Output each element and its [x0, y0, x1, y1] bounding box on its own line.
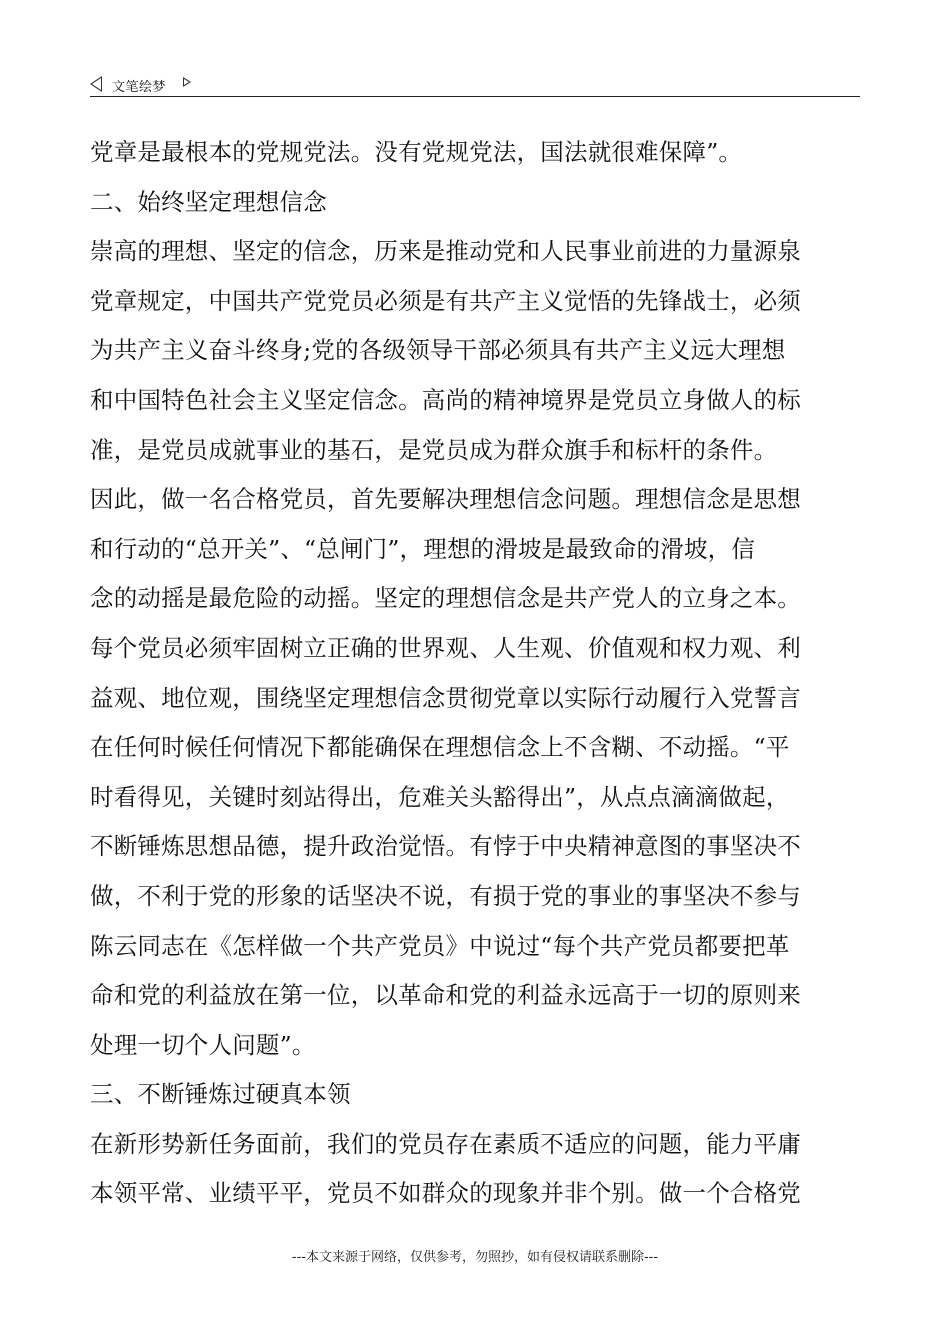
page-footer-disclaimer: ---本文来源于网络，仅供参考，勿照抄，如有侵权请联系删除--- [291, 1250, 659, 1265]
page-header [90, 74, 860, 96]
body-line: 准，是党员成就事业的基石，是党员成为群众旗手和标杆的条件。 [90, 435, 778, 464]
body-line: 在任何时候任何情况下都能确保在理想信念上不含糊、不动摇。“平 [90, 733, 790, 762]
body-line: 每个党员必须牢固树立正确的世界观、人生观、价值观和权力观、利 [90, 633, 801, 662]
body-line: 为共产主义奋斗终身;党的各级领导干部必须具有共产主义远大理想 [90, 336, 786, 365]
body-line: 党章是最根本的党规党法。没有党规党法，国法就很难保障”。 [90, 138, 743, 166]
body-line: 党章规定，中国共产党党员必须是有共产主义觉悟的先锋战士，必须 [90, 286, 801, 315]
section-heading-2: 二、始终坚定理想信念 [90, 187, 327, 216]
triangle-left-icon [90, 76, 102, 92]
body-line: 在新形势新任务面前，我们的党员存在素质不适应的问题，能力平庸 [90, 1129, 801, 1158]
body-line: 本领平常、业绩平平，党员不如群众的现象并非个别。做一个合格党 [90, 1179, 801, 1208]
triangle-right-icon [183, 77, 191, 87]
body-line: 和中国特色社会主义坚定信念。高尚的精神境界是党员立身做人的标 [90, 385, 801, 414]
body-line: 做，不利于党的形象的话坚决不说，有损于党的事业的事坚决不参与 [90, 881, 801, 910]
body-line: 因此，做一名合格党员，首先要解决理想信念问题。理想信念是思想 [90, 485, 801, 514]
body-line: 陈云同志在《怎样做一个共产党员》中说过“每个共产党员都要把革 [90, 931, 790, 960]
body-line: 处理一切个人问题”。 [90, 1030, 316, 1059]
body-line: 时看得见，关键时刻站得出，危难关头豁得出”，从点点滴滴做起， [90, 782, 790, 811]
body-line: 不断锤炼思想品德，提升政治觉悟。有悖于中央精神意图的事坚决不 [90, 832, 801, 861]
body-line: 和行动的“总开关”、“总闸门”，理想的滑坡是最致命的滑坡，信 [90, 534, 756, 563]
document-body [90, 128, 862, 1219]
header-brand: 文笔绘梦 [112, 80, 167, 95]
body-line: 命和党的利益放在第一位，以革命和党的利益永远高于一切的原则来 [90, 981, 801, 1010]
header-rule [90, 96, 860, 97]
body-line: 崇高的理想、坚定的信念，历来是推动党和人民事业前进的力量源泉 [90, 237, 801, 266]
section-heading-3: 三、不断锤炼过硬真本领 [90, 1080, 351, 1109]
body-line: 念的动摇是最危险的动摇。坚定的理想信念是共产党人的立身之本。 [90, 584, 801, 613]
body-line: 益观、地位观，围绕坚定理想信念贯彻党章以实际行动履行入党誓言 [90, 683, 801, 712]
